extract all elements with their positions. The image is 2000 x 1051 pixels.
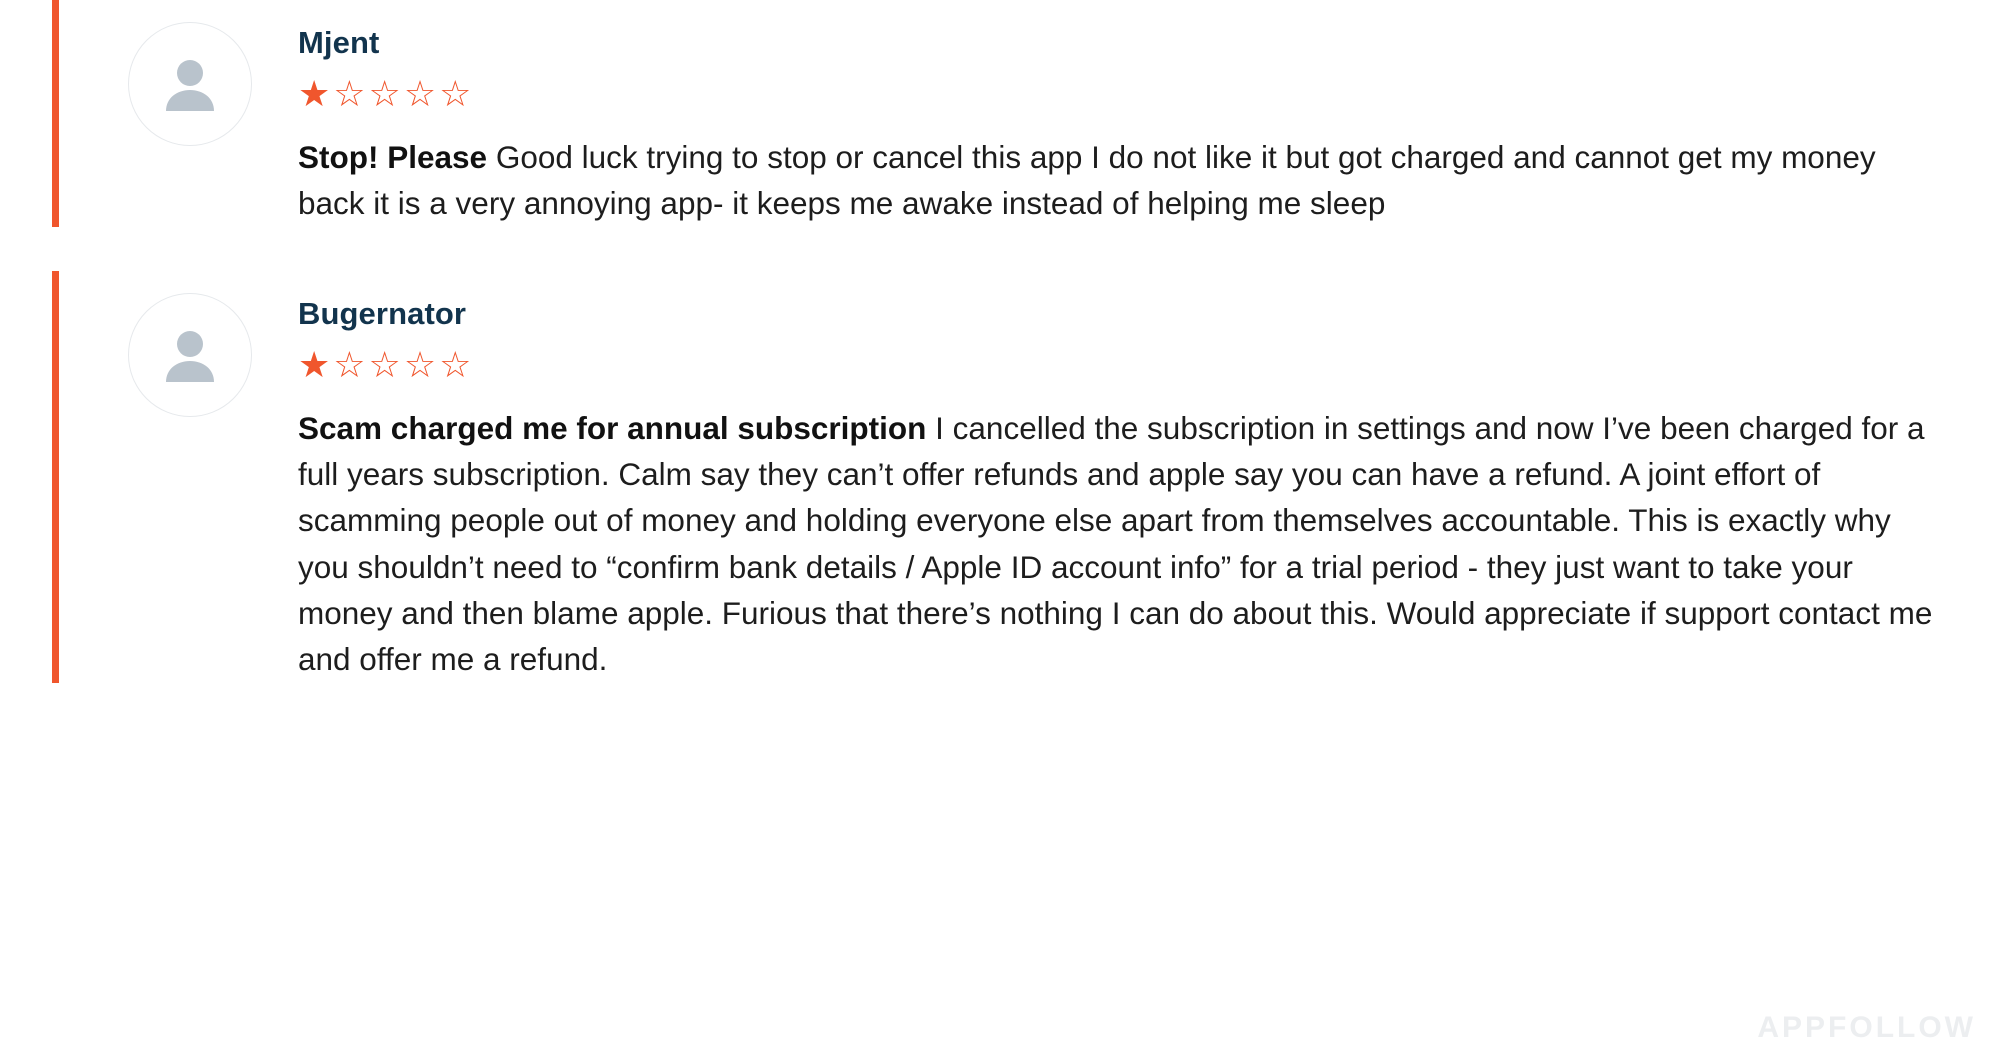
review-title: Stop! Please bbox=[298, 139, 488, 176]
review-content bbox=[298, 271, 1978, 683]
stars-filled: ★ bbox=[298, 73, 334, 115]
review-card bbox=[0, 0, 2000, 227]
review-accent-bar bbox=[52, 271, 59, 683]
stars-empty: ☆☆☆☆ bbox=[333, 73, 475, 115]
review-text bbox=[298, 134, 1898, 227]
review-author: Mjent bbox=[298, 25, 380, 60]
user-icon bbox=[154, 319, 226, 391]
review-card bbox=[0, 271, 2000, 683]
rating-stars bbox=[298, 73, 1898, 115]
review-accent-bar bbox=[52, 0, 59, 227]
review-text bbox=[298, 405, 1938, 683]
avatar bbox=[128, 293, 252, 417]
avatar bbox=[128, 22, 252, 146]
review-author: Bugernator bbox=[298, 295, 467, 331]
appfollow-watermark: APPFOLLOW bbox=[1757, 1011, 1976, 1044]
review-content bbox=[298, 0, 1938, 227]
user-icon bbox=[154, 48, 226, 120]
stars-empty: ☆☆☆☆ bbox=[333, 343, 475, 385]
review-body-text: I cancelled the subscription in settings and now I’ve been charged for a full years subscription. Calm say they can’t offer refunds and apple say you can have a refund. A joint effort of scamming people out of money and holding everyone else apart from themselves accountable. This is exactly why you shouldn’t need to “confirm bank details / Apple ID account info” for a trial period - they just want to take your money and then blame apple. Furious that there’s nothing I can do about this. Would appreciate if support contact me and offer me a refund. bbox=[298, 409, 1933, 678]
stars-filled: ★ bbox=[298, 343, 334, 385]
rating-stars bbox=[298, 343, 1938, 385]
review-title: Scam charged me for annual subscription bbox=[298, 409, 927, 446]
review-body-text: Good luck trying to stop or cancel this app I do not like it but got charged and cannot get my money back it is a very annoying app- it keeps me awake instead of helping me sleep bbox=[298, 139, 1876, 222]
